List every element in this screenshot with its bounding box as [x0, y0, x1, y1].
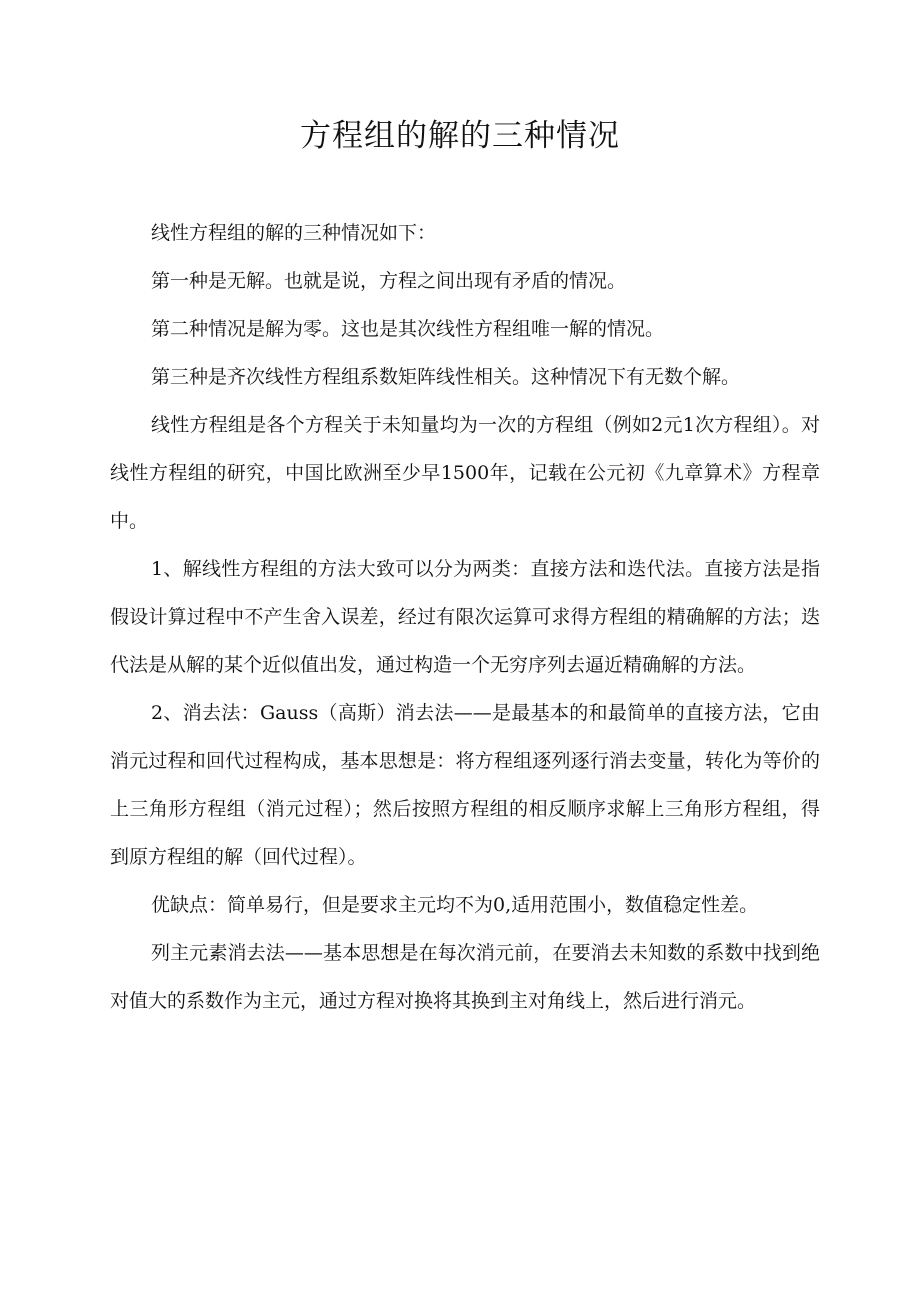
document-body [110, 209, 820, 1025]
case-three-line: 第三种是齐次线性方程组系数矩阵线性相关。这种情况下有无数个解。 [151, 366, 741, 388]
paragraph-definition: 线性方程组是各个方程关于未知量均为一次的方程组（例如2元1次方程组）。对线性方程组的研究，中国比欧洲至少早1500年，记载在公元初《九章算术》方程章中。 [110, 414, 820, 532]
paragraph-methods: 1、解线性方程组的方法大致可以分为两类：直接方法和迭代法。直接方法是指假设计算过程中不产生舍入误差，经过有限次运算可求得方程组的精确解的方法；迭代法是从解的某个近似值出发，通过构造一个无穷序列去逼近精确解的方法。 [110, 558, 820, 676]
case-one-line: 第一种是无解。也就是说，方程之间出现有矛盾的情况。 [151, 270, 627, 292]
paragraph-gauss: 2、消去法：Gauss（高斯）消去法——是最基本的和最简单的直接方法，它由消元过程和回代过程构成，基本思想是：将方程组逐列逐行消去变量，转化为等价的上三角形方程组（消元过程）；然后按照方程组的相反顺序求解上三角形方程组，得到原方程组的解（回代过程）。 [110, 702, 820, 868]
intro-line: 线性方程组的解的三种情况如下： [151, 222, 437, 244]
case-two-line: 第二种情况是解为零。这也是其次线性方程组唯一解的情况。 [151, 318, 665, 340]
paragraph-pros-cons: 优缺点：简单易行，但是要求主元均不为0,适用范围小，数值稳定性差。 [151, 894, 759, 916]
document-title: 方程组的解的三种情况 [300, 118, 620, 154]
paragraph-column-pivot: 列主元素消去法——基本思想是在每次消元前，在要消去未知数的系数中找到绝对值大的系数作为主元，通过方程对换将其换到主对角线上，然后进行消元。 [110, 942, 820, 1012]
